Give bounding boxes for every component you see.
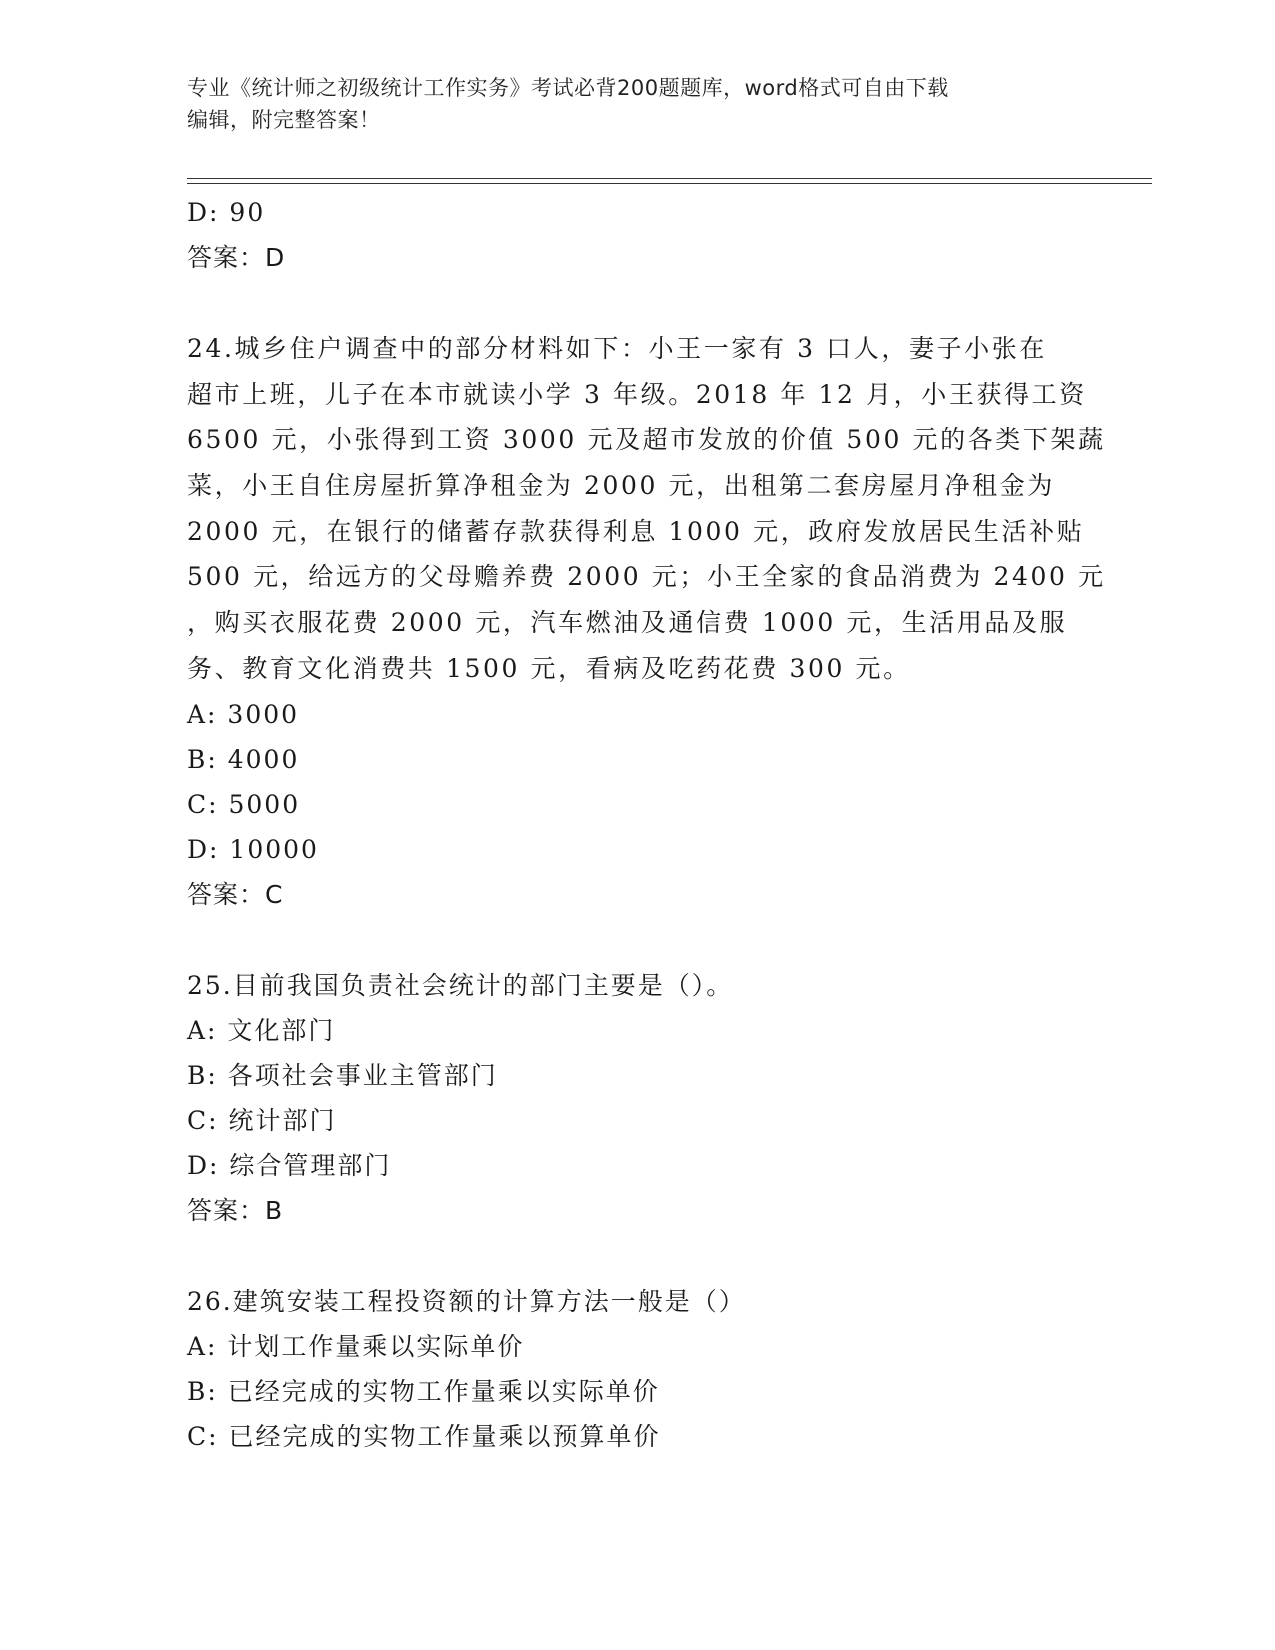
q24-stem-line: 24.城乡住户调查中的部分材料如下：小王一家有 3 口人，妻子小张在 — [187, 334, 1047, 363]
q24-option-c: C: 5000 — [187, 789, 301, 819]
prev-answer: 答案：D — [187, 243, 286, 272]
q25-option-c: C: 统计部门 — [187, 1105, 337, 1135]
header-divider-bottom — [187, 183, 1152, 184]
question-26 — [187, 1279, 1107, 1459]
header-divider-top — [187, 178, 1152, 179]
document-page — [187, 0, 1147, 1650]
document-header — [187, 72, 1087, 136]
q26-option-a: A: 计划工作量乘以实际单价 — [187, 1331, 525, 1361]
q26-stem: 26.建筑安装工程投资额的计算方法一般是（） — [187, 1286, 746, 1316]
spacer — [187, 1233, 1107, 1279]
q24-stem-line: 6500 元，小张得到工资 3000 元及超市发放的价值 500 元的各类下架蔬 — [187, 425, 1106, 455]
document-body — [187, 190, 1107, 1459]
spacer — [187, 280, 1107, 326]
q24-stem-line: ，购买衣服花费 2000 元，汽车燃油及通信费 1000 元，生活用品及服 — [187, 608, 1068, 638]
question-24 — [187, 326, 1107, 917]
q25-stem: 25.目前我国负责社会统计的部门主要是（）。 — [187, 970, 734, 1000]
q24-answer: 答案：C — [187, 879, 284, 909]
header-line-2: 编辑，附完整答案！ — [187, 108, 381, 132]
q25-option-a: A: 文化部门 — [187, 1015, 336, 1045]
q26-option-b: B: 已经完成的实物工作量乘以实际单价 — [187, 1376, 660, 1406]
q24-option-b: B: 4000 — [187, 744, 300, 774]
header-line-1: 专业《统计师之初级统计工作实务》考试必背200题题库，word格式可自由下载 — [187, 76, 949, 100]
q24-stem-line: 菜，小王自住房屋折算净租金为 2000 元，出租第二套房屋月净租金为 — [187, 471, 1055, 501]
q24-option-a: A: 3000 — [187, 699, 300, 729]
q24-stem-line: 500 元，给远方的父母赡养费 2000 元；小王全家的食品消费为 2400 元 — [187, 562, 1106, 592]
q25-option-d: D: 综合管理部门 — [187, 1150, 392, 1180]
q26-option-c: C: 已经完成的实物工作量乘以预算单价 — [187, 1421, 661, 1451]
q25-answer: 答案：B — [187, 1195, 284, 1225]
q24-stem-line: 超市上班，儿子在本市就读小学 3 年级。2018 年 12 月，小王获得工资 — [187, 379, 1087, 409]
q25-option-b: B: 各项社会事业主管部门 — [187, 1060, 498, 1090]
question-25 — [187, 963, 1107, 1233]
q24-stem-line: 务、教育文化消费共 1500 元，看病及吃药花费 300 元。 — [187, 653, 911, 683]
q24-option-d: D: 10000 — [187, 834, 319, 864]
prev-option-d: D: 90 — [187, 198, 266, 227]
q24-stem-line: 2000 元，在银行的储蓄存款获得利息 1000 元，政府发放居民生活补贴 — [187, 516, 1085, 546]
spacer — [187, 917, 1107, 963]
